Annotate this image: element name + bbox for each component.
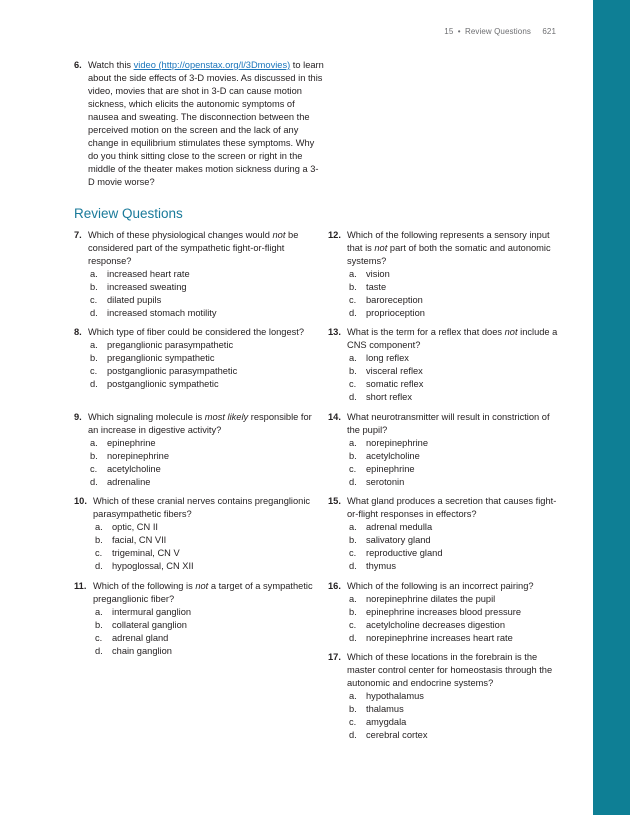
option-text: norepinephrine xyxy=(366,438,429,448)
option-letter: b. xyxy=(90,353,98,363)
option-letter: d. xyxy=(95,646,103,656)
option-letter: c. xyxy=(349,717,357,727)
section-title: Review Questions xyxy=(74,206,183,221)
question-number: 17. xyxy=(328,652,341,662)
answer-option xyxy=(88,307,314,320)
question-text-post: be considered part of the sympathetic fight-or-flight response? xyxy=(88,230,299,266)
question-text-post: include a CNS component? xyxy=(347,327,558,350)
question-number: 10. xyxy=(74,496,87,506)
option-text: salivatory gland xyxy=(366,535,431,545)
question-17 xyxy=(328,651,560,742)
option-letter: a. xyxy=(349,353,357,363)
option-text: preganglionic parasympathetic xyxy=(107,340,234,350)
option-letter: a. xyxy=(95,607,103,617)
question-text xyxy=(347,229,560,268)
option-text: hypothalamus xyxy=(366,691,424,701)
option-text: increased sweating xyxy=(107,282,187,292)
question-text-post: to learn about the side effects of 3-D movies. As discussed in this video, movies that are shot in 3-D can cause motion sickness, which elicits the autonomic symptoms of nausea and sweating. The disconnection between the perceived motion on the screen and the lack of any change in equilibrium stimulates these symptoms. Why do you think sitting close to the screen or right in the middle of the theater makes motion sickness during a 3-D movie worse? xyxy=(88,60,324,187)
option-letter: c. xyxy=(90,464,98,474)
question-number: 6. xyxy=(74,60,82,70)
option-text: amygdala xyxy=(366,717,407,727)
option-text: trigeminal, CN V xyxy=(112,548,180,558)
answer-option xyxy=(88,365,314,378)
question-text-post: a target of a sympathetic preganglionic fiber? xyxy=(93,581,313,604)
answer-option xyxy=(93,547,314,560)
option-text: acetylcholine xyxy=(107,464,161,474)
option-letter: c. xyxy=(349,548,357,558)
answer-option xyxy=(88,378,314,391)
answer-option xyxy=(347,690,560,703)
running-header xyxy=(444,25,556,38)
answer-options xyxy=(347,352,560,404)
option-text: acetylcholine decreases digestion xyxy=(366,620,506,630)
question-text xyxy=(347,495,560,521)
header-separator: • xyxy=(457,27,461,36)
option-text: optic, CN II xyxy=(112,522,158,532)
question-text-emphasis: most likely xyxy=(204,412,249,422)
option-letter: d. xyxy=(90,308,98,318)
answer-option xyxy=(347,521,560,534)
answer-option xyxy=(347,593,560,606)
question-15 xyxy=(328,495,560,573)
question-11 xyxy=(74,580,314,658)
option-text: short reflex xyxy=(366,392,412,402)
answer-option xyxy=(88,294,314,307)
answer-option xyxy=(347,534,560,547)
option-text: postganglionic parasympathetic xyxy=(107,366,238,376)
question-number: 15. xyxy=(328,496,341,506)
answer-options xyxy=(88,268,314,320)
question-number: 9. xyxy=(74,412,82,422)
question-number: 14. xyxy=(328,412,341,422)
answer-option xyxy=(347,716,560,729)
option-text: baroreception xyxy=(366,295,423,305)
question-text xyxy=(88,411,314,437)
question-10 xyxy=(74,495,314,573)
question-13 xyxy=(328,326,560,404)
question-text xyxy=(88,326,314,339)
option-letter: d. xyxy=(90,477,98,487)
option-text: chain ganglion xyxy=(112,646,172,656)
option-text: taste xyxy=(366,282,387,292)
answer-option xyxy=(88,450,314,463)
option-letter: b. xyxy=(349,282,357,292)
question-text-pre: Which of these cranial nerves contains preganglionic parasympathetic fibers? xyxy=(93,496,311,519)
option-letter: b. xyxy=(349,451,357,461)
question-9 xyxy=(74,411,314,489)
answer-option xyxy=(88,476,314,489)
option-text: visceral reflex xyxy=(366,366,423,376)
question-number: 8. xyxy=(74,327,82,337)
answer-option xyxy=(347,632,560,645)
option-text: norepinephrine increases heart rate xyxy=(366,633,513,643)
answer-option xyxy=(88,281,314,294)
section-name: Review Questions xyxy=(464,27,532,36)
answer-option xyxy=(347,281,560,294)
option-letter: d. xyxy=(349,730,357,740)
answer-option xyxy=(347,547,560,560)
answer-option xyxy=(347,352,560,365)
option-letter: c. xyxy=(349,620,357,630)
answer-options xyxy=(88,437,314,489)
option-letter: c. xyxy=(349,464,357,474)
page-edge-bar xyxy=(593,0,630,815)
answer-option xyxy=(88,437,314,450)
answer-option xyxy=(93,560,314,573)
answer-option xyxy=(347,437,560,450)
option-letter: b. xyxy=(349,704,357,714)
question-text xyxy=(347,411,560,437)
option-text: increased stomach motility xyxy=(107,308,217,318)
option-letter: c. xyxy=(349,295,357,305)
option-letter: d. xyxy=(349,392,357,402)
answer-option xyxy=(347,463,560,476)
question-text-emphasis: not xyxy=(272,230,286,240)
option-text: intermural ganglion xyxy=(112,607,192,617)
question-number: 16. xyxy=(328,581,341,591)
option-letter: b. xyxy=(90,451,98,461)
question-text xyxy=(93,495,314,521)
option-text: epinephrine xyxy=(366,464,415,474)
question-number: 12. xyxy=(328,230,341,240)
option-text: vision xyxy=(366,269,390,279)
option-letter: c. xyxy=(95,548,103,558)
answer-option xyxy=(93,619,314,632)
option-text: preganglionic sympathetic xyxy=(107,353,215,363)
question-text-pre: What is the term for a reflex that does xyxy=(347,327,505,337)
question-text xyxy=(88,59,324,189)
page-number: 621 xyxy=(542,27,556,36)
option-letter: d. xyxy=(90,379,98,389)
answer-option xyxy=(88,352,314,365)
option-text: thymus xyxy=(366,561,396,571)
option-text: dilated pupils xyxy=(107,295,162,305)
option-text: long reflex xyxy=(366,353,409,363)
option-text: cerebral cortex xyxy=(366,730,428,740)
question-text-emphasis: not xyxy=(195,581,209,591)
answer-option xyxy=(88,268,314,281)
option-letter: c. xyxy=(90,295,98,305)
answer-option xyxy=(347,268,560,281)
option-text: adrenal gland xyxy=(112,633,169,643)
answer-option xyxy=(347,378,560,391)
answer-options xyxy=(93,606,314,658)
answer-option xyxy=(93,632,314,645)
answer-option xyxy=(347,294,560,307)
option-letter: a. xyxy=(95,522,103,532)
option-text: proprioception xyxy=(366,308,425,318)
answer-option xyxy=(347,391,560,404)
question-text-pre: Which of these physiological changes would xyxy=(88,230,273,240)
option-letter: d. xyxy=(95,561,103,571)
option-letter: a. xyxy=(349,522,357,532)
option-letter: d. xyxy=(349,477,357,487)
option-letter: b. xyxy=(90,282,98,292)
question-8 xyxy=(74,326,314,391)
option-letter: c. xyxy=(349,379,357,389)
option-text: hypoglossal, CN XII xyxy=(112,561,194,571)
answer-option xyxy=(347,606,560,619)
question-number: 11. xyxy=(74,581,87,591)
question-text-pre: Watch this xyxy=(88,60,134,70)
answer-options xyxy=(88,339,314,391)
question-text-emphasis: not xyxy=(374,243,388,253)
option-letter: c. xyxy=(95,633,103,643)
question-text xyxy=(88,229,314,268)
option-text: epinephrine xyxy=(107,438,156,448)
answer-options xyxy=(347,593,560,645)
option-letter: a. xyxy=(349,438,357,448)
question-6 xyxy=(74,59,324,189)
answer-option xyxy=(347,307,560,320)
question-text-emphasis: not xyxy=(504,327,518,337)
answer-option xyxy=(347,703,560,716)
option-text: adrenaline xyxy=(107,477,151,487)
option-text: epinephrine increases blood pressure xyxy=(366,607,522,617)
option-text: norepinephrine dilates the pupil xyxy=(366,594,496,604)
question-12 xyxy=(328,229,560,320)
question-number: 13. xyxy=(328,327,341,337)
answer-option xyxy=(93,606,314,619)
option-text: acetylcholine xyxy=(366,451,420,461)
option-text: reproductive gland xyxy=(366,548,443,558)
answer-option xyxy=(93,645,314,658)
answer-options xyxy=(347,690,560,742)
answer-option xyxy=(88,339,314,352)
question-number: 7. xyxy=(74,230,82,240)
option-letter: b. xyxy=(95,620,103,630)
question-text-pre: Which signaling molecule is xyxy=(88,412,205,422)
option-text: serotonin xyxy=(366,477,405,487)
question-text-pre: Which of these locations in the forebrain is the master control center for homeostasis through the autonomic and endocrine systems? xyxy=(347,652,553,688)
option-letter: c. xyxy=(90,366,98,376)
option-letter: a. xyxy=(349,691,357,701)
answer-option xyxy=(347,560,560,573)
answer-options xyxy=(93,521,314,573)
question-text-pre: What neurotransmitter will result in constriction of the pupil? xyxy=(347,412,550,435)
question-14 xyxy=(328,411,560,489)
question-text xyxy=(347,580,560,593)
option-text: thalamus xyxy=(366,704,404,714)
question-text-post: part of both the somatic and autonomic systems? xyxy=(347,243,551,266)
answer-option xyxy=(347,619,560,632)
option-text: somatic reflex xyxy=(366,379,424,389)
answer-options xyxy=(347,437,560,489)
question-16 xyxy=(328,580,560,645)
answer-option xyxy=(93,534,314,547)
question-text-post: responsible for an increase in digestive activity? xyxy=(88,412,312,435)
option-letter: d. xyxy=(349,308,357,318)
option-letter: b. xyxy=(349,607,357,617)
option-letter: b. xyxy=(349,366,357,376)
question-text-pre: What gland produces a secretion that causes fight-or-flight responses in effectors? xyxy=(347,496,557,519)
answer-option xyxy=(347,365,560,378)
option-letter: a. xyxy=(90,340,98,350)
answer-option xyxy=(88,463,314,476)
option-letter: b. xyxy=(349,535,357,545)
answer-option xyxy=(347,476,560,489)
question-text xyxy=(93,580,314,606)
option-text: facial, CN VII xyxy=(112,535,167,545)
answer-option xyxy=(93,521,314,534)
question-7 xyxy=(74,229,314,320)
chapter-number: 15 xyxy=(444,27,454,36)
question-text-pre: Which of the following is xyxy=(93,581,196,591)
question-text-pre: Which type of fiber could be considered the longest? xyxy=(88,327,305,337)
answer-option xyxy=(347,450,560,463)
answer-option xyxy=(347,729,560,742)
option-letter: b. xyxy=(95,535,103,545)
option-letter: a. xyxy=(349,594,357,604)
option-text: postganglionic sympathetic xyxy=(107,379,219,389)
option-letter: d. xyxy=(349,633,357,643)
question-text-pre: Which of the following represents a sensory input that is xyxy=(347,230,550,253)
option-letter: d. xyxy=(349,561,357,571)
answer-options xyxy=(347,268,560,320)
video-link[interactable]: video (http://openstax.org/l/3Dmovies) xyxy=(133,60,291,70)
option-text: increased heart rate xyxy=(107,269,190,279)
question-text xyxy=(347,326,560,352)
question-text xyxy=(347,651,560,690)
answer-options xyxy=(347,521,560,573)
option-letter: a. xyxy=(90,269,98,279)
option-letter: a. xyxy=(349,269,357,279)
question-text-pre: Which of the following is an incorrect pairing? xyxy=(347,581,534,591)
option-text: adrenal medulla xyxy=(366,522,433,532)
option-letter: a. xyxy=(90,438,98,448)
option-text: norepinephrine xyxy=(107,451,170,461)
option-text: collateral ganglion xyxy=(112,620,187,630)
